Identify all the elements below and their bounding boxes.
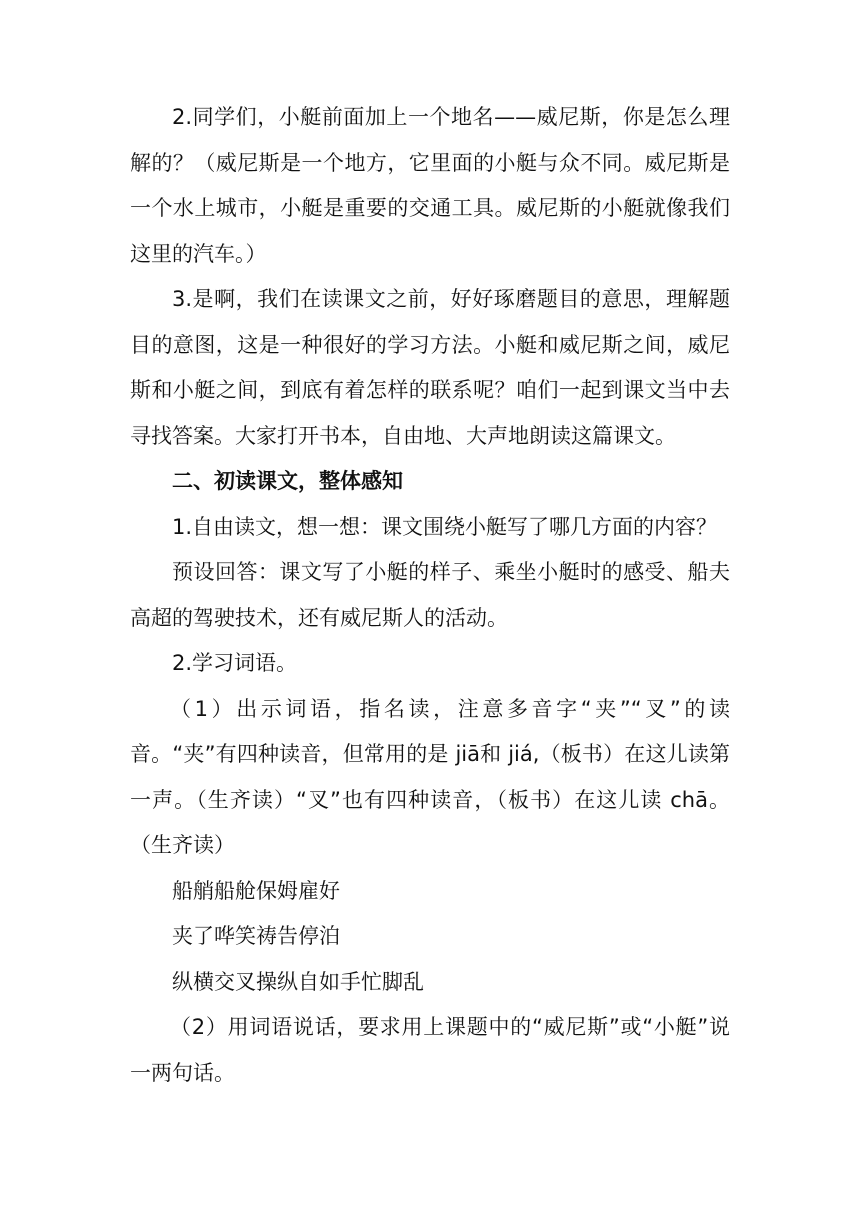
paragraph-3: 1.自由读文，想一想：课文围绕小艇写了哪几方面的内容？ [172, 514, 718, 539]
paragraph-6: （1）出示词语，指名读，注意多音字“夹”“叉”的读音。“夹”有四种读音，但常用的是 jiā和 jiá,（板书）在这儿读第一声。（生齐读）“叉”也有四种读音，（板书）在这儿读 chā。（生齐读） [130, 696, 730, 857]
paragraph-5: 2.学习词语。 [172, 651, 298, 675]
word-list-line-2: 夹了哗笑祷告停泊 [172, 924, 340, 948]
paragraph-4: 预设回答：课文写了小艇的样子、乘坐小艇时的感受、船夫高超的驾驶技术，还有威尼斯人的活动。 [130, 560, 730, 630]
paragraph-1: 2.同学们，小艇前面加上一个地名——威尼斯，你是怎么理解的？（威尼斯是一个地方，它里面的小艇与众不同。威尼斯是一个水上城市，小艇是重要的交通工具。威尼斯的小艇就像我们这里的汽车。） [130, 105, 730, 266]
paragraph-7: （2）用词语说话，要求用上课题中的“威尼斯”或“小艇”说一两句话。 [130, 1015, 730, 1085]
paragraph-2: 3.是啊，我们在读课文之前，好好琢磨题目的意思，理解题目的意图，这是一种很好的学习方法。小艇和威尼斯之间，威尼斯和小艇之间，到底有着怎样的联系呢？咱们一起到课文当中去寻找答案。大家打开书本，自由地、大声地朗读这篇课文。 [130, 287, 730, 448]
word-list-line-1: 船艄船舱保姆雇好 [172, 878, 340, 903]
section-heading: 二、初读课文，整体感知 [172, 469, 403, 493]
document-page [130, 95, 730, 1096]
word-list-line-3: 纵横交叉操纵自如手忙脚乱 [172, 969, 424, 994]
